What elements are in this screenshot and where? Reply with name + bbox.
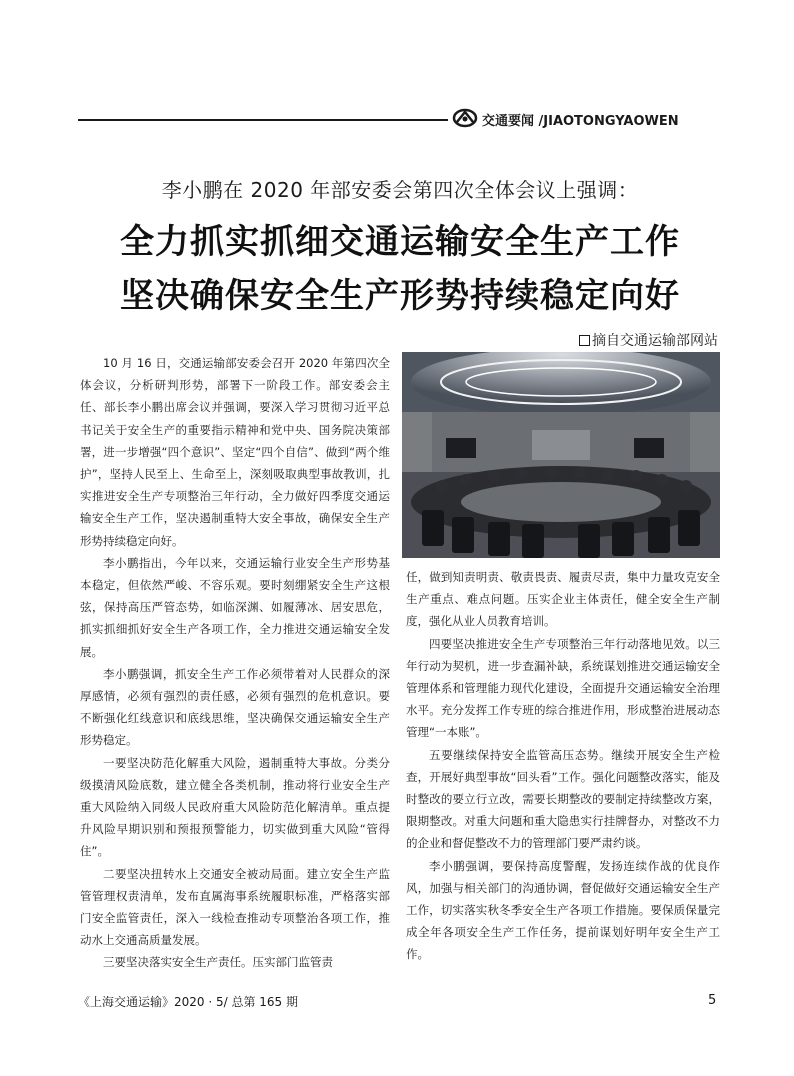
meeting-photo xyxy=(402,352,720,558)
paragraph: 五要继续保持安全监管高压态势。继续开展安全生产检查，开展好典型事故“回头看”工作。强化问题整改落实，能及时整改的要立行立改，需要长期整改的要制定持续整改方案，限期整改。对重大问题和重大隐患实行挂牌督办，对整改不力的企业和督促整改不力的管理部门要严肃约谈。 xyxy=(406,747,720,851)
article-source-text: 摘自交通运输部网站 xyxy=(592,333,718,349)
article-title-line2: 坚决确保安全生产形势持续稳定向好 xyxy=(120,276,680,316)
source-box-icon xyxy=(579,335,590,346)
paragraph: 二要坚决扭转水上交通安全被动局面。建立安全生产监管管理权责清单，发布直属海事系统履职标准，严格落实部门安全监管责任，深入一线检查推动专项整治各项工作，推动水上交通高质量发展。 xyxy=(80,866,390,948)
journal-logo-icon xyxy=(452,108,478,128)
paragraph: 一要坚决防范化解重大风险，遏制重特大事故。分类分级摸清风险底数，建立健全各类机制，推动将行业安全生产重大风险纳入同级人民政府重大风险防范化解清单。重点提升风险早期识别和预报预警能力，切实做到重大风险“管得住”。 xyxy=(80,755,390,859)
article-column-left xyxy=(80,352,390,974)
page-number: 5 xyxy=(708,993,717,1008)
meeting-room-illustration xyxy=(402,352,720,558)
paragraph: 四要坚决推进安全生产专项整治三年行动落地见效。以三年行动为契机，进一步查漏补缺，系统谋划推进交通运输安全管理体系和管理能力现代化建设，全面提升交通运输安全治理水平。充分发挥工作专班的综合推进作用，形成整治进展动态管理“一本账”。 xyxy=(406,636,720,740)
journal-issue: 《上海交通运输》2020 · 5/ 总第 165 期 xyxy=(78,995,299,1009)
paragraph: 李小鹏强调，抓安全生产工作必须带着对人民群众的深厚感情，必须有强烈的责任感，必须有强烈的危机意识。要不断强化红线意识和底线思维，坚决确保交通运输安全生产形势稳定。 xyxy=(80,666,390,748)
article-column-right xyxy=(406,566,720,966)
header-rule xyxy=(78,119,448,121)
article-title-line1: 全力抓实抓细交通运输安全生产工作 xyxy=(120,222,680,262)
paragraph: 三要坚决落实安全生产责任。压实部门监管责 xyxy=(103,955,333,970)
section-header: 交通要闻 /JIAOTONGYAOWEN xyxy=(482,114,679,129)
paragraph: 10 月 16 日，交通运输部安委会召开 2020 年第四次全体会议，分析研判形势，部署下一阶段工作。部安委会主任、部长李小鹏出席会议并强调，要深入学习贯彻习近平总书记关于安全生产的重要指示精神和党中央、国务院决策部署，进一步增强“四个意识”、坚定“四个自信”、做到“两个维护”，坚持人民至上、生命至上，深刻吸取典型事故教训，扎实推进安全生产专项整治三年行动，全力做好四季度交通运输安全生产工作，坚决遏制重特大安全事故，确保安全生产形势持续稳定向好。 xyxy=(80,356,390,548)
paragraph: 任，做到知责明责、敬责畏责、履责尽责，集中力量攻克安全生产重点、难点问题。压实企业主体责任，健全安全生产制度，强化从业人员教育培训。 xyxy=(406,570,720,629)
article-subtitle: 李小鹏在 2020 年部安委会第四次全体会议上强调： xyxy=(161,178,639,202)
paragraph: 李小鹏强调，要保持高度警醒，发扬连续作战的优良作风，加强与相关部门的沟通协调，督促做好交通运输安全生产工作，切实落实秋冬季安全生产各项工作措施。要保质保量完成全年各项安全生产工作任务，提前谋划好明年安全生产工作。 xyxy=(406,858,720,962)
article-source xyxy=(579,330,718,350)
paragraph: 李小鹏指出，今年以来，交通运输行业安全生产形势基本稳定，但依然严峻、不容乐观。要时刻绷紧安全生产这根弦，保持高压严管态势，如临深渊、如履薄冰、居安思危，抓实抓细抓好安全生产各项工作，全力推进交通运输安全发展。 xyxy=(80,555,390,659)
